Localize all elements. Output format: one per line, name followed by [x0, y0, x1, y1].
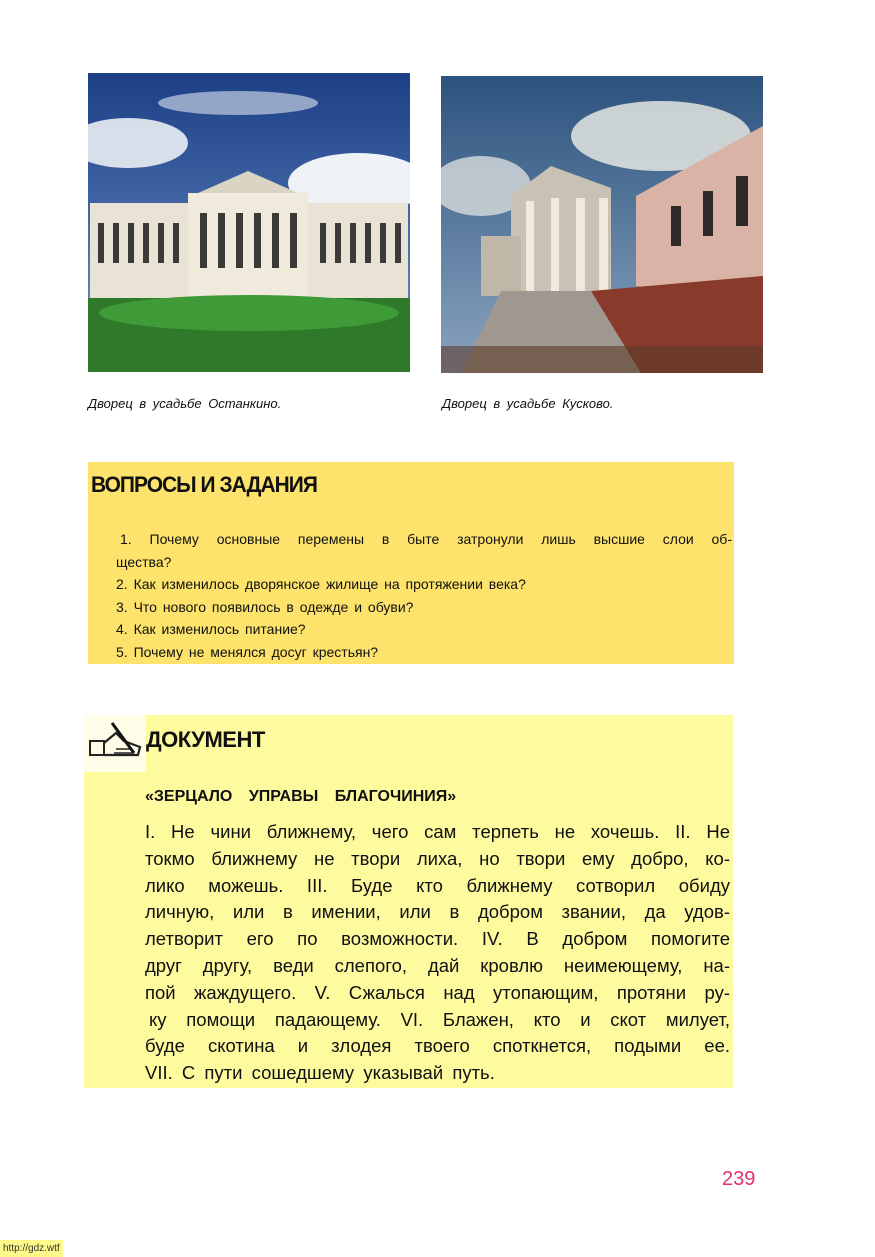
document-line: VII. С пути сошедшему указывай путь.	[145, 1062, 495, 1084]
photo-ostankino-palace	[88, 73, 410, 372]
page-number: 239	[722, 1168, 756, 1190]
document-line: буде скотина и злодея твоего споткнется, подыми ее.	[145, 1035, 730, 1057]
document-line: ку помощи падающему. VI. Блажен, кто и скот милует,	[149, 1008, 730, 1030]
writing-hand-icon	[84, 715, 146, 772]
document-line: I. Не чини ближнему, чего сам терпеть не хочешь. II. Не	[145, 821, 730, 842]
photo-caption-ostankino: Дворец в усадьбе Останкино.	[88, 396, 282, 411]
document-subtitle: «ЗЕРЦАЛО УПРАВЫ БЛАГОЧИНИЯ»	[145, 788, 457, 805]
question-item: щества?	[116, 553, 172, 570]
document-text	[145, 819, 730, 1087]
document-line: токмо ближнему не твори лиха, но твори ему добро, ко-	[145, 847, 730, 869]
footer-link[interactable]: http://gdz.wtf	[0, 1240, 63, 1257]
question-item: 2. Как изменилось дворянское жилище на протяжении века?	[116, 576, 526, 592]
document-line: пой жаждущего. V. Сжалься над утопающим, протяни ру-	[145, 981, 730, 1003]
questions-list	[116, 528, 732, 663]
photo-kuskovo-palace	[441, 76, 763, 373]
document-line: личную, или в имении, или в добром звании, да удов-	[145, 901, 730, 923]
question-item: 3. Что нового появилось в одежде и обуви?	[116, 598, 414, 615]
document-box	[84, 715, 733, 1088]
questions-title: ВОПРОСЫ И ЗАДАНИЯ	[91, 472, 317, 497]
document-line: летворит его по возможности. IV. В добром помогите	[145, 928, 730, 950]
question-item: 5. Почему не менялся досуг крестьян?	[116, 643, 379, 660]
photo-caption-kuskovo: Дворец в усадьбе Кусково.	[442, 396, 614, 411]
question-item: 4. Как изменилось питание?	[116, 621, 306, 637]
document-title: ДОКУМЕНТ	[146, 727, 265, 752]
document-line: лико можешь. III. Буде кто ближнему сотворил обиду	[145, 874, 730, 896]
question-item: 1. Почему основные перемены в быте затронули лишь высшие слои об-	[120, 531, 732, 547]
document-line: друг другу, веди слепого, дай кровлю неимеющему, на-	[145, 954, 730, 976]
questions-box	[88, 462, 734, 664]
